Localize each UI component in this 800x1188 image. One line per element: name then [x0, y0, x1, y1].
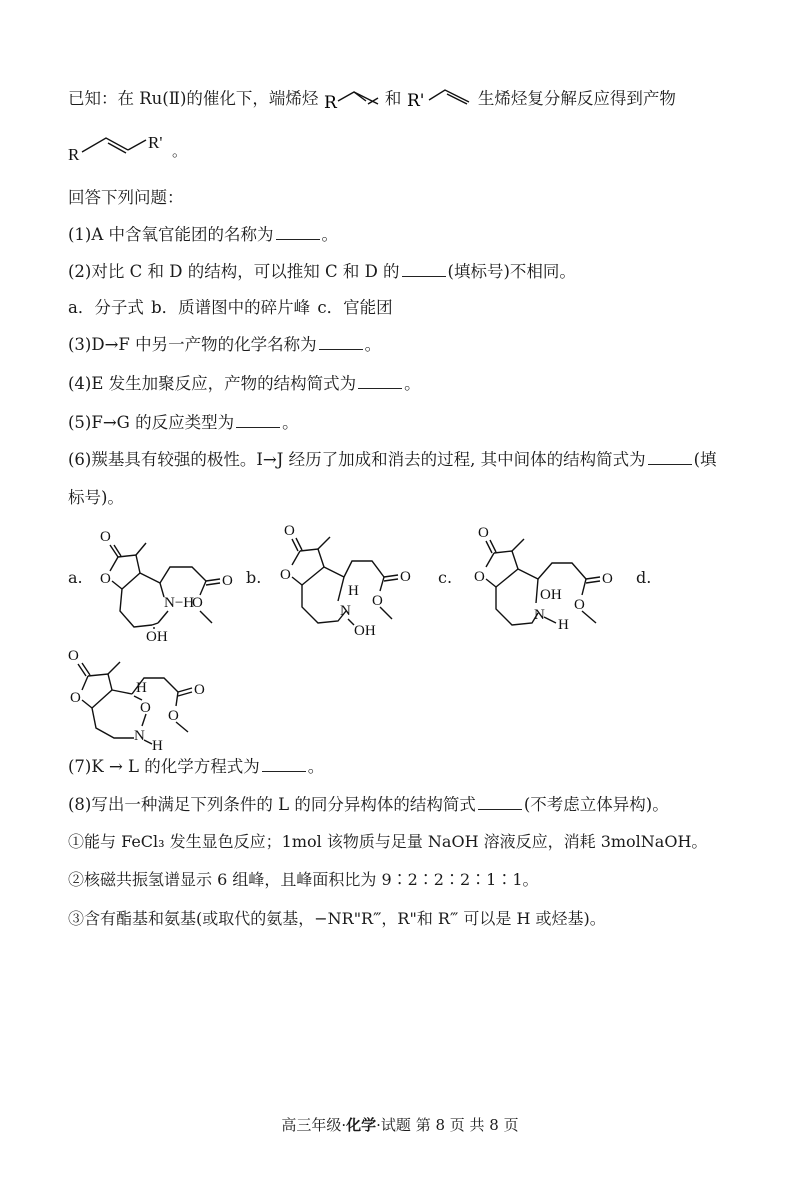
- footer-page: ·试题 第 8 页 共 8 页: [376, 1116, 519, 1134]
- n-atom: N: [534, 607, 545, 623]
- footer-subject: 化学: [346, 1116, 377, 1134]
- n-h: H: [558, 617, 569, 633]
- product-period: 。: [172, 144, 188, 160]
- q3-end: 。: [364, 335, 382, 354]
- terminal-alkene-r2-structure: [407, 84, 473, 114]
- q7-text: (7)K → L 的化学方程式为: [68, 757, 260, 776]
- question-5: [68, 409, 299, 433]
- n-h: H: [152, 738, 163, 752]
- option-d-structure: [64, 642, 234, 752]
- q8-answer-blank[interactable]: [478, 808, 522, 810]
- option-a-label: a.: [68, 568, 83, 587]
- q2-answer-blank[interactable]: [402, 275, 446, 277]
- c-hydroxyl: OH: [540, 587, 562, 603]
- q4-text: (4)E 发生加聚反应，产物的结构简式为: [68, 374, 357, 393]
- alkene-r-label: R: [323, 93, 337, 113]
- question-8: [68, 791, 669, 815]
- q6-answer-blank[interactable]: [648, 463, 692, 465]
- question-7: [68, 753, 324, 777]
- ring-o: O: [70, 690, 81, 706]
- n-h-group: N−H: [164, 595, 195, 611]
- q5-answer-blank[interactable]: [236, 426, 280, 428]
- q7-end: 。: [307, 757, 325, 776]
- question-2: [68, 258, 576, 282]
- terminal-alkene-r-structure: [324, 84, 380, 114]
- ester-o1: O: [400, 569, 411, 585]
- carbonyl-o: O: [284, 523, 295, 539]
- carbonyl-o: O: [68, 648, 79, 664]
- q4-end: 。: [404, 374, 421, 393]
- page-footer: [0, 1114, 800, 1135]
- option-b-label: b.: [246, 568, 262, 587]
- metathesis-product-structure: [68, 128, 188, 168]
- condition-3: ③含有酯基和氨基(或取代的氨基，−NR"R‴，R"和 R‴ 可以是 H 或烃基)。: [68, 909, 606, 928]
- carbonyl-o: O: [100, 529, 111, 545]
- answer-intro: 回答下列问题：: [68, 188, 184, 207]
- option-b-structure: [268, 515, 428, 645]
- option-c-label: c.: [438, 568, 453, 587]
- q1-answer-blank[interactable]: [276, 238, 320, 240]
- known-statement: [68, 84, 676, 114]
- ring-o2: O: [140, 700, 151, 716]
- q3-answer-blank[interactable]: [319, 348, 363, 350]
- q7-answer-blank[interactable]: [262, 770, 306, 772]
- q6-line2: 标号)。: [68, 488, 124, 507]
- option-c-structure: [462, 515, 632, 645]
- condition-2: ②核磁共振氢谱显示 6 组峰，且峰面积比为 9∶2∶2∶2∶1∶1。: [68, 870, 539, 889]
- ring-o: O: [100, 571, 111, 587]
- q5-end: 。: [282, 413, 299, 432]
- q8-text: (8)写出一种满足下列条件的 L 的同分异构体的结构简式: [68, 795, 476, 814]
- hydroxyl: OH: [146, 629, 168, 645]
- question-3: [68, 331, 381, 355]
- q4-answer-blank[interactable]: [358, 387, 402, 389]
- question-1: [68, 221, 338, 245]
- alkene-r2-label: R': [406, 91, 425, 111]
- product-r-label: R: [68, 145, 80, 164]
- question-6: [68, 446, 717, 470]
- n-atom: N: [340, 603, 351, 619]
- product-r2-label: R': [148, 133, 163, 152]
- option-a-structure: [88, 515, 248, 645]
- q1-end: 。: [321, 225, 339, 244]
- h-atom: H: [348, 583, 359, 599]
- q2-text: (2)对比 C 和 D 的结构，可以推知 C 和 D 的: [68, 262, 400, 281]
- q6-end: (填: [693, 450, 717, 469]
- q2-end: (填标号)不相同。: [447, 262, 576, 281]
- q5-text: (5)F→G 的反应类型为: [68, 413, 235, 432]
- ester-o2: O: [574, 597, 585, 613]
- option-d-label: d.: [636, 568, 652, 587]
- known-and: 和: [384, 89, 402, 108]
- ring-o: O: [280, 567, 291, 583]
- q1-text: (1)A 中含氧官能团的名称为: [68, 225, 274, 244]
- q2-options: a．分子式 b．质谱图中的碎片峰 c．官能团: [68, 298, 393, 317]
- ester-o1: O: [222, 573, 233, 589]
- n-atom: N: [134, 728, 145, 744]
- ester-o1: O: [602, 571, 613, 587]
- known-suffix: 生烯烃复分解反应得到产物: [477, 89, 676, 108]
- ring-o: O: [474, 569, 485, 585]
- ester-o2: O: [192, 595, 203, 611]
- q8-end: (不考虑立体异构)。: [523, 795, 669, 814]
- ester-o2: O: [372, 593, 383, 609]
- question-4: [68, 370, 421, 394]
- ester-o1: O: [194, 682, 205, 698]
- carbonyl-o: O: [478, 525, 489, 541]
- footer-grade: 高三年级·: [281, 1116, 347, 1134]
- n-hydroxyl: OH: [354, 623, 376, 639]
- condition-1: ①能与 FeCl₃ 发生显色反应；1mol 该物质与足量 NaOH 溶液反应，消耗 3molNaOH。: [68, 832, 708, 851]
- q3-text: (3)D→F 中另一产物的化学名称为: [68, 335, 317, 354]
- q6-text: (6)羰基具有较强的极性。I→J 经历了加成和消去的过程, 其中间体的结构简式为: [68, 450, 646, 469]
- h-atom: H: [136, 680, 147, 696]
- known-prefix: 已知：在 Ru(Ⅱ)的催化下，端烯烃: [68, 89, 319, 108]
- ester-o2: O: [168, 708, 179, 724]
